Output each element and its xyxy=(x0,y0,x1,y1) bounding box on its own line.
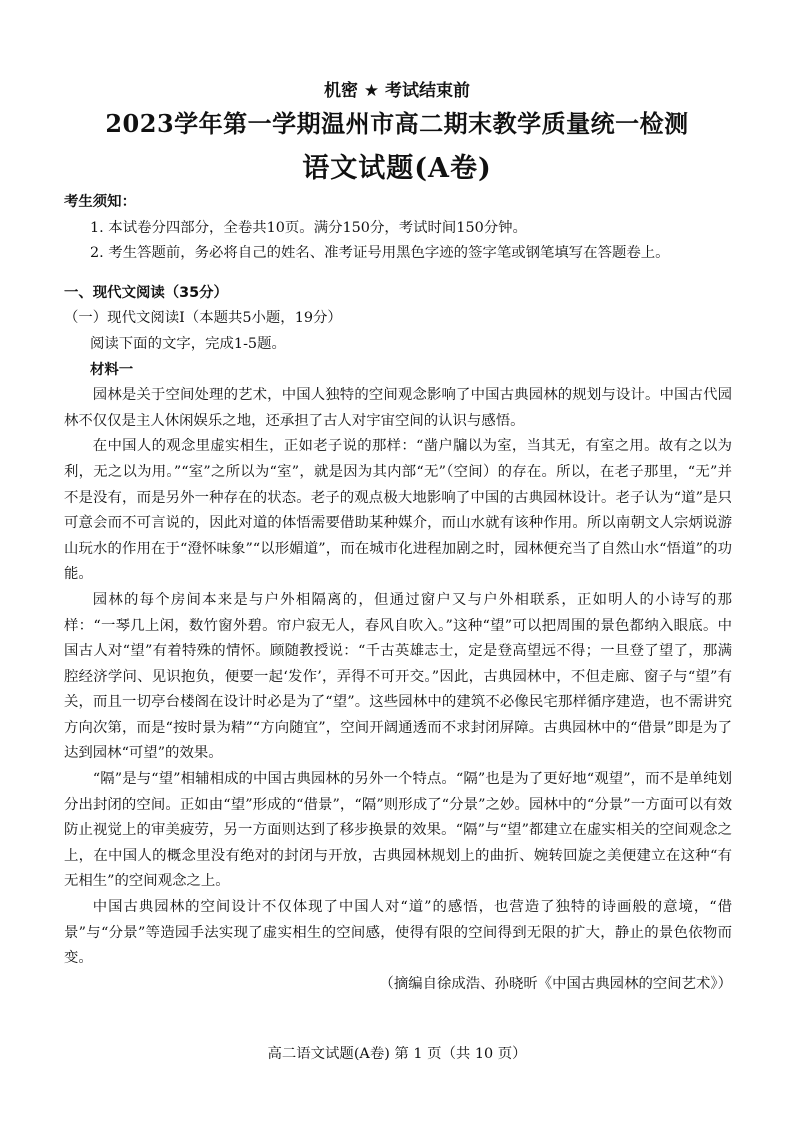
exam-title: 2023学年第一学期温州市高二期末教学质量统一检测 xyxy=(105,109,689,138)
exam-body xyxy=(64,190,732,997)
page-footer: 高二语文试题(A卷) 第 1 页（共 10 页） xyxy=(267,1046,527,1062)
notice-item: 1. 本试卷分四部分，全卷共10页。满分150分，考试时间150分钟。 xyxy=(90,219,527,236)
notice-heading: 考生须知： xyxy=(64,194,136,210)
reading-instruction: 阅读下面的文字，完成1-5题。 xyxy=(90,335,286,352)
paragraph: 园林的每个房间本来是与户外相隔离的，但通过窗户又与户外相联系，正如明人的小诗写的那样：“一琴几上闲，数竹窗外碧。帘户寂无人，春风自吹入。”这种“望”可以把周围的景色都纳入眼底。中国古人对“望”有着特殊的情怀。顾随教授说：“千古英雄志士，定是登高望远不得；一旦登了望了，那满腔经济学问、见识抱负，便要一起‘发作’，弄得不可开交。”因此，古典园林中，不但走廊、窗子与“望”有关，而且一切亭台楼阁在设计时必是为了“望”。这些园林中的建筑不必像民宅那样循序建造，也不需讲究方向次第，而是“按时景为精”“方向随宜”，空间开阔通透而不求封闭屏障。古典园林中的“借景”即是为了达到园林“可望”的效果。 xyxy=(64,591,732,762)
spacer xyxy=(64,267,732,281)
material-label: 材料一 xyxy=(90,361,134,378)
section-heading: 一、现代文阅读（35分） xyxy=(64,284,228,301)
paragraph: 在中国人的观念里虚实相生，正如老子说的那样：“凿户牖以为室，当其无，有室之用。故有之以为利，无之以为用。”“室”之所以为“室”，就是因为其内部“无”（空间）的存在。所以，在老子那里，“无”并不是没有，而是另外一种存在的状态。老子的观点极大地影响了中国的古典园林设计。老子认为“道”是只可意会而不可言说的，因此对道的体悟需要借助某种媒介，而山水就有该种作用。所以南朝文人宗炳说游山玩水的作用在于“澄怀味象”“以形媚道”，而在城市化进程加剧之时，园林便充当了自然山水“悟道”的功能。 xyxy=(64,438,732,583)
source-citation: （摘编自徐成浩、孙晓昕《中国古典园林的空间艺术》） xyxy=(379,975,732,992)
paragraph: 园林是关于空间处理的艺术，中国人独特的空间观念影响了中国古典园林的规划与设计。中国古代园林不仅仅是主人休闲娱乐之地，还承担了古人对宇宙空间的认识与感悟。 xyxy=(64,387,732,429)
exam-subtitle: 语文试题(A卷) xyxy=(302,153,492,184)
notice-item: 2. 考生答题前，务必将自己的姓名、准考证号用黑色字迹的签字笔或钢笔填写在答题卷上。 xyxy=(90,245,670,262)
sub-section-heading: （一）现代文阅读Ⅰ（本题共5小题，19分） xyxy=(64,310,342,327)
paragraph: “隔”是与“望”相辅相成的中国古典园林的另外一个特点。“隔”也是为了更好地“观望”，而不是单纯划分出封闭的空间。正如由“望”形成的“借景”，“隔”则形成了“分景”之妙。园林中的“分景”一方面可以有效防止视觉上的审美疲劳，另一方面则达到了移步换景的效果。“隔”与“望”都建立在虚实相关的空间观念之上，在中国人的概念里没有绝对的封闭与开放，古典园林规划上的曲折、婉转回旋之美便建立在这种“有无相生”的空间观念之上。 xyxy=(64,771,732,890)
paragraph: 中国古典园林的空间设计不仅体现了中国人对“道”的感悟，也营造了独特的诗画般的意境，“借景”与“分景”等造园手法实现了虚实相生的空间感，使得有限的空间得到无限的扩大，静止的景色依物而变。 xyxy=(64,899,732,967)
secret-label: 机密 ★ 考试结束前 xyxy=(323,81,471,101)
